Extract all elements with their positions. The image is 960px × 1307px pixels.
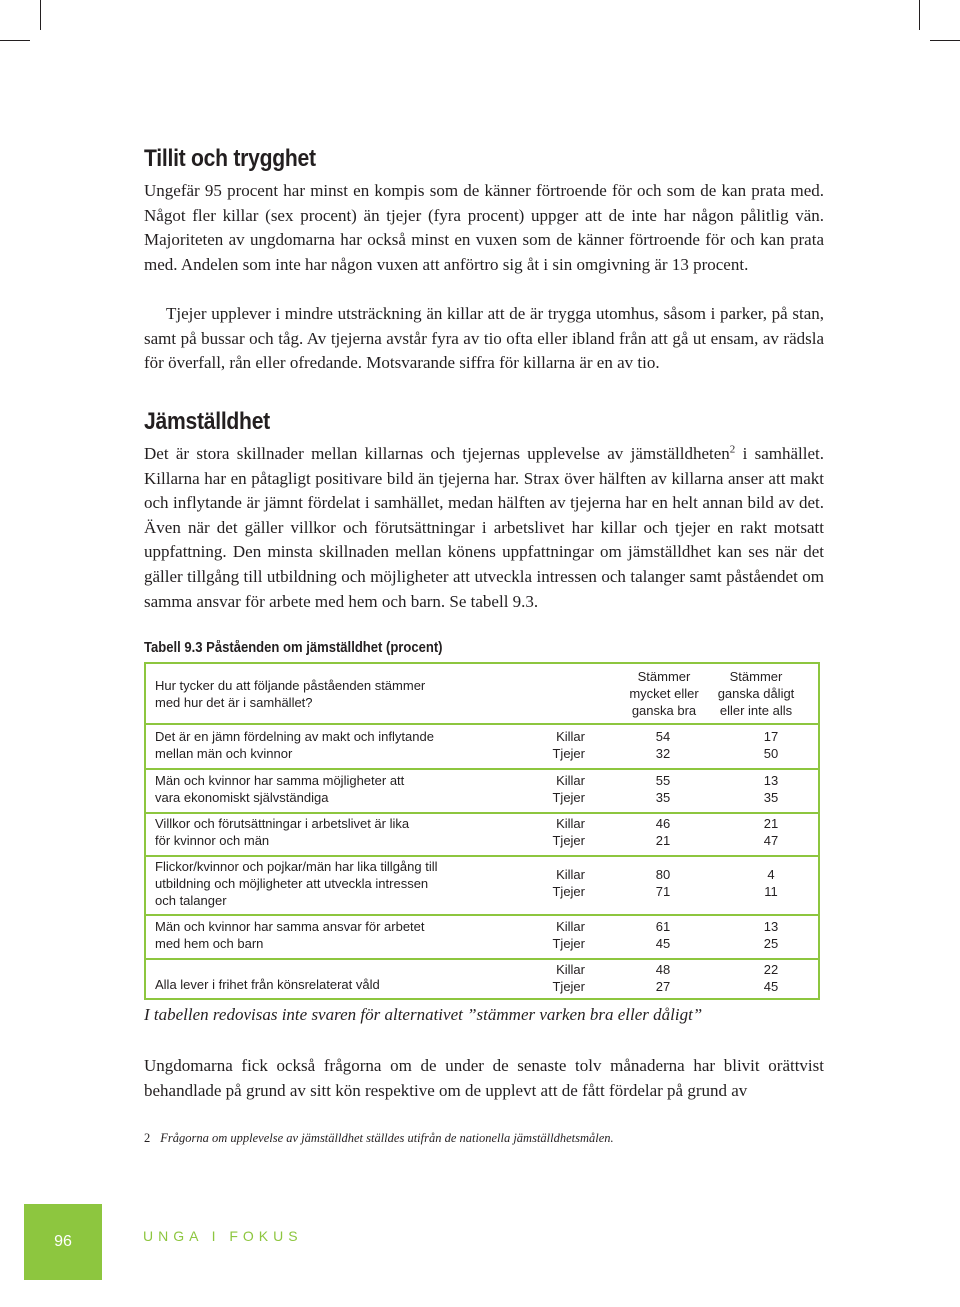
value-killar-bad: 4 xyxy=(767,867,775,882)
value-killar-bad: 17 xyxy=(763,729,779,744)
group-tjejer: Tjejer xyxy=(552,833,585,848)
value-killar-good: 61 xyxy=(655,919,671,934)
table-note: I tabellen redovisas inte svaren för alternativet ”stämmer varken bra eller dåligt” xyxy=(144,1005,703,1024)
paragraph-jamstalldhet-end: i samhället. Killarna har en påtagligt positivare bild än tjejerna har. Strax över hälften av killarna anser att makt och inflytande är jämnt fördelat i samhället, medan hälften av tjejerna har en helt annan bild av det. Även när det gäller villkor och förutsättningar i arbetslivet har killar och tjejer en rakt motsatt uppfattning. Den minsta skillnaden mellan könens uppfattningar om jämställdhet kan ses när det gäller tillgång till utbildning och möjligheter att utveckla intressen och talanger samt påståendet om samma ansvar för arbete med hem och barn. Se tabell 9.3. xyxy=(144,444,825,611)
value-tjejer-bad: 25 xyxy=(763,936,779,951)
paragraph-jamstalldhet xyxy=(144,442,824,614)
paragraph-tillit-2: Tjejer upplever i mindre utsträckning än killar att de är trygga utomhus, såsom i parker, på stan, samt på bussar och tåg. Av tjejerna avstår fyra av tio ofta eller ibland från att gå ut ensam, av rädsla för överfall, rån eller ofredande. Motsvarande siffra för killarna är en av tio. xyxy=(144,304,824,373)
group-killar: Killar xyxy=(556,816,585,831)
section-heading-jamstalldhet: Jämställdhet xyxy=(144,408,270,435)
paragraph-tillit-1: Ungefär 95 procent har minst en kompis som de känner förtroende för och som de kan prata med. Något fler killar (sex procent) än tjejer (fyra procent) uppger att de inte har någon pålitlig vän. Majoriteten av ungdomarna har också minst en vuxen som de känner förtroende för och kan prata med. Andelen som inte har någon vuxen att anförtro sig åt i sin omgivning är 13 procent. xyxy=(144,181,824,274)
value-tjejer-bad: 11 xyxy=(764,884,778,899)
value-tjejer-bad: 47 xyxy=(763,833,779,848)
group-tjejer: Tjejer xyxy=(552,746,585,761)
row-label: Alla lever i frihet från könsrelaterat våld xyxy=(155,977,380,992)
footnote-text: Frågorna om upplevelse av jämställdhet ställdes utifrån de nationella jämställdhetsmålen. xyxy=(160,1131,614,1145)
crop-mark-right-h xyxy=(930,40,960,41)
page-number-box xyxy=(24,1204,102,1280)
group-killar: Killar xyxy=(556,919,585,934)
row-divider xyxy=(146,958,818,960)
table-9-3 xyxy=(144,662,820,1000)
value-killar-good: 54 xyxy=(655,729,671,744)
value-tjejer-bad: 45 xyxy=(763,979,779,994)
row-divider xyxy=(146,855,818,857)
row-divider xyxy=(146,812,818,814)
group-killar: Killar xyxy=(556,962,585,977)
crop-mark-left-h xyxy=(0,40,30,41)
group-tjejer: Tjejer xyxy=(552,979,585,994)
value-killar-bad: 13 xyxy=(763,773,779,788)
value-tjejer-good: 45 xyxy=(655,936,671,951)
value-tjejer-good: 71 xyxy=(655,884,671,899)
footnote-number: 2 xyxy=(144,1131,151,1145)
paragraph-orattvist: Ungdomarna fick också frågorna om de under de senaste tolv månaderna har blivit orättvist behandlade på grund av sitt kön respektive om de upplevt att de fått fördelar på grund av xyxy=(144,1056,824,1100)
table-caption: Tabell 9.3 Påståenden om jämställdhet (procent) xyxy=(144,640,443,656)
value-tjejer-good: 32 xyxy=(655,746,671,761)
table-question: Hur tycker du att följande påståenden stämmer med hur det är i samhället? xyxy=(155,678,426,710)
row-label: Män och kvinnor har samma möjligheter att vara ekonomiskt självständiga xyxy=(155,773,405,805)
row-label: Flickor/kvinnor och pojkar/män har lika tillgång till utbildning och möjligheter att utveckla intressen och talanger xyxy=(155,859,438,908)
paragraph-jamstalldhet-start: Det är stora skillnader mellan killarnas och tjejernas upplevelse av jämställdheten xyxy=(144,444,730,463)
row-divider xyxy=(146,914,818,916)
value-tjejer-bad: 35 xyxy=(763,790,779,805)
value-tjejer-good: 21 xyxy=(655,833,671,848)
value-killar-good: 46 xyxy=(655,816,671,831)
page-number: 96 xyxy=(54,1233,72,1250)
crop-mark-right xyxy=(919,0,920,30)
group-killar: Killar xyxy=(556,729,585,744)
column-header-bad: Stämmer ganska dåligt eller inte alls xyxy=(717,669,795,718)
group-killar: Killar xyxy=(556,773,585,788)
group-tjejer: Tjejer xyxy=(552,884,585,899)
running-title: UNGA I FOKUS xyxy=(143,1228,303,1244)
value-tjejer-good: 27 xyxy=(655,979,671,994)
value-killar-good: 55 xyxy=(655,773,671,788)
value-killar-good: 48 xyxy=(655,962,671,977)
footnote-ref: 2 xyxy=(729,443,736,456)
value-killar-bad: 22 xyxy=(763,962,779,977)
value-tjejer-good: 35 xyxy=(655,790,671,805)
value-killar-good: 80 xyxy=(655,867,671,882)
header-divider xyxy=(146,723,818,725)
value-tjejer-bad: 50 xyxy=(763,746,779,761)
group-tjejer: Tjejer xyxy=(552,790,585,805)
group-killar: Killar xyxy=(556,867,585,882)
value-killar-bad: 13 xyxy=(763,919,779,934)
footnote xyxy=(144,1131,614,1146)
row-divider xyxy=(146,768,818,770)
group-tjejer: Tjejer xyxy=(552,936,585,951)
column-header-good: Stämmer mycket eller ganska bra xyxy=(629,669,699,718)
section-heading-tillit: Tillit och trygghet xyxy=(144,145,316,172)
row-label: Män och kvinnor har samma ansvar för arbetet med hem och barn xyxy=(155,919,425,951)
crop-mark-left xyxy=(40,0,41,30)
value-killar-bad: 21 xyxy=(763,816,779,831)
row-label: Det är en jämn fördelning av makt och inflytande mellan män och kvinnor xyxy=(155,729,434,761)
row-label: Villkor och förutsättningar i arbetslivet är lika för kvinnor och män xyxy=(155,816,410,848)
